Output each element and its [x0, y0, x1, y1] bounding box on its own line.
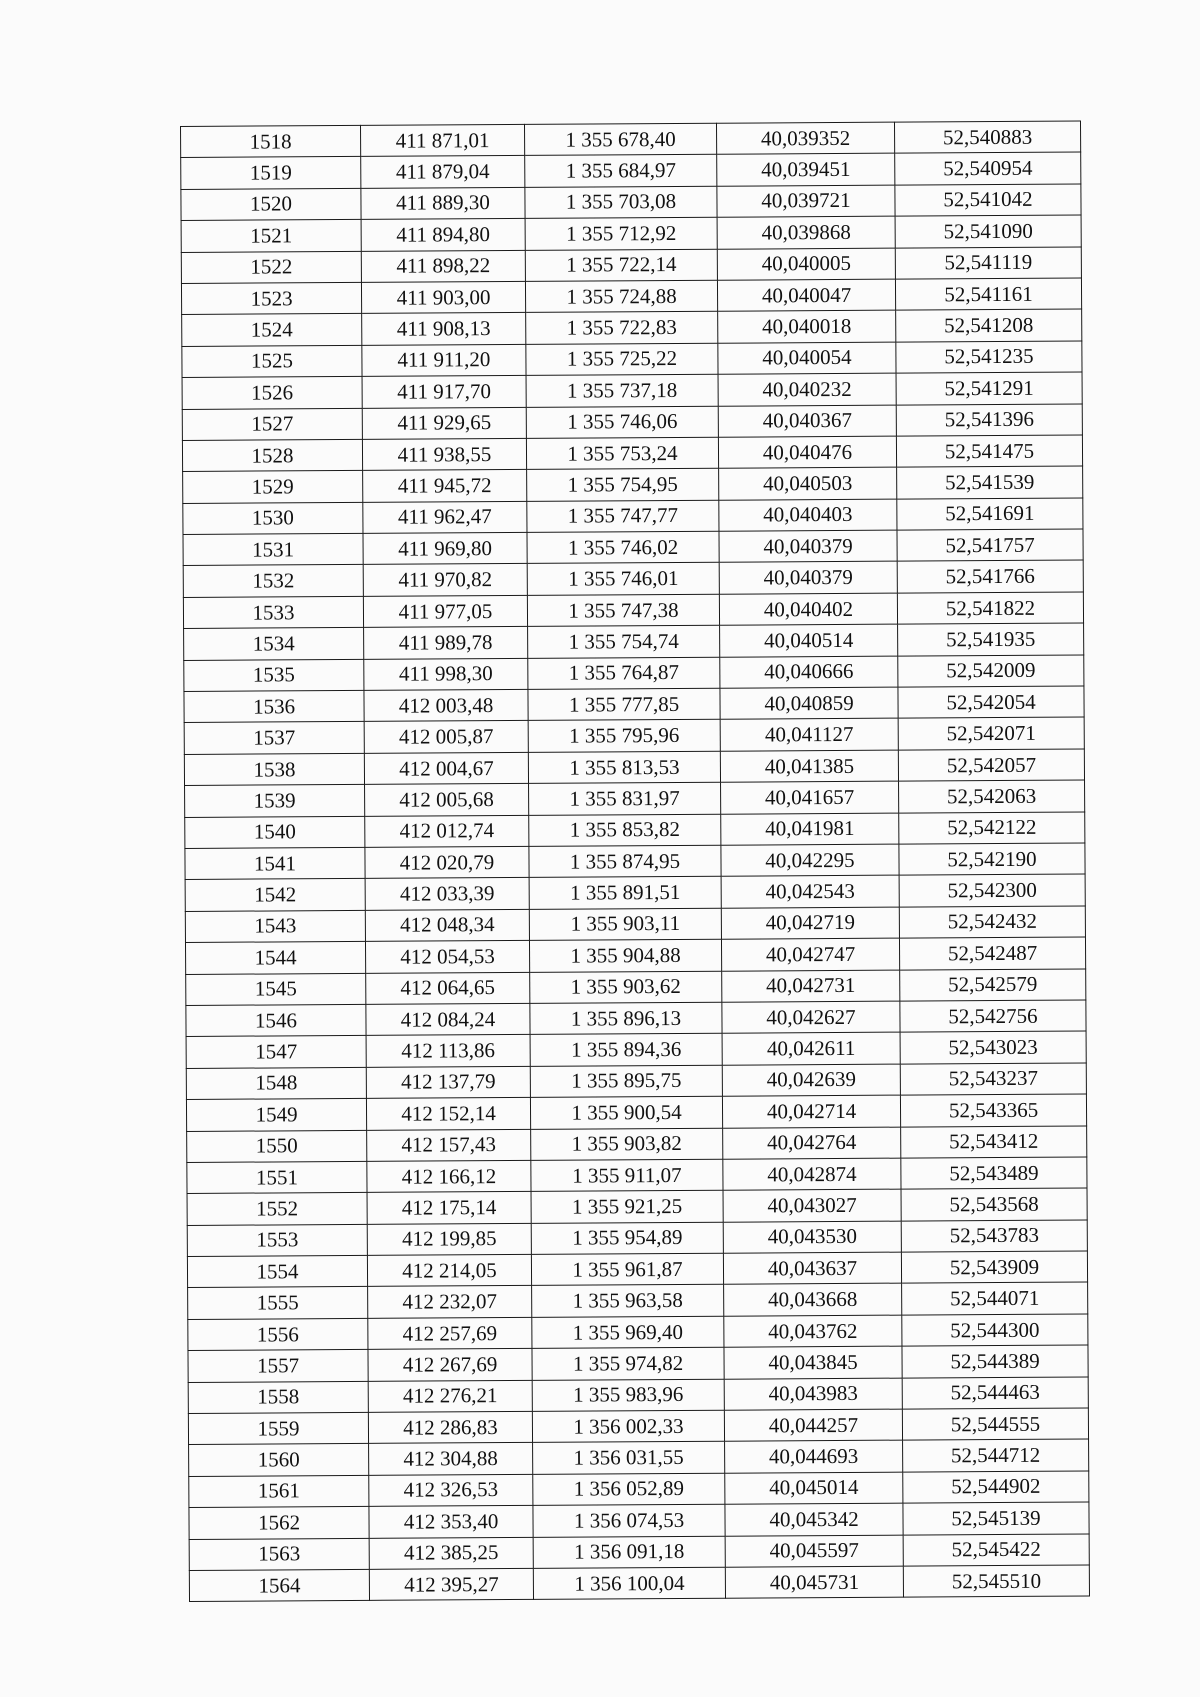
- coordinates-table: [180, 120, 1090, 1602]
- point-number-cell: 1525: [182, 345, 362, 377]
- y-coordinate-cell: 1 355 684,97: [525, 155, 717, 188]
- longitude-cell: 52,543365: [900, 1094, 1086, 1127]
- latitude-cell: 40,045731: [725, 1566, 903, 1598]
- latitude-cell: 40,040367: [718, 405, 896, 437]
- point-number-cell: 1523: [181, 282, 361, 314]
- latitude-cell: 40,041127: [720, 719, 898, 751]
- x-coordinate-cell: 412 257,69: [368, 1317, 532, 1349]
- latitude-cell: 40,042714: [722, 1095, 900, 1127]
- y-coordinate-cell: 1 355 903,62: [530, 971, 722, 1004]
- latitude-cell: 40,043762: [724, 1315, 902, 1347]
- latitude-cell: 40,045597: [725, 1535, 903, 1567]
- x-coordinate-cell: 412 175,14: [367, 1192, 531, 1224]
- point-number-cell: 1545: [186, 973, 366, 1005]
- point-number-cell: 1557: [188, 1350, 368, 1382]
- point-number-cell: 1562: [189, 1507, 369, 1539]
- longitude-cell: 52,542300: [899, 874, 1085, 907]
- x-coordinate-cell: 412 137,79: [366, 1066, 530, 1098]
- longitude-cell: 52,545510: [903, 1565, 1089, 1598]
- latitude-cell: 40,042627: [722, 1001, 900, 1033]
- x-coordinate-cell: 411 998,30: [364, 658, 528, 690]
- point-number-cell: 1563: [189, 1538, 369, 1570]
- point-number-cell: 1518: [181, 125, 361, 157]
- longitude-cell: 52,541396: [896, 404, 1082, 437]
- x-coordinate-cell: 412 064,65: [366, 972, 530, 1004]
- y-coordinate-cell: 1 355 853,82: [529, 814, 721, 847]
- latitude-cell: 40,042731: [722, 970, 900, 1002]
- longitude-cell: 52,541161: [895, 278, 1081, 311]
- x-coordinate-cell: 411 989,78: [364, 627, 528, 659]
- y-coordinate-cell: 1 355 737,18: [526, 374, 718, 407]
- longitude-cell: 52,541822: [897, 592, 1083, 625]
- latitude-cell: 40,040503: [719, 467, 897, 499]
- longitude-cell: 52,542071: [898, 717, 1084, 750]
- longitude-cell: 52,542054: [898, 686, 1084, 719]
- x-coordinate-cell: 411 889,30: [361, 187, 525, 219]
- latitude-cell: 40,040476: [718, 436, 896, 468]
- y-coordinate-cell: 1 355 764,87: [528, 657, 720, 690]
- y-coordinate-cell: 1 355 974,82: [532, 1347, 724, 1380]
- y-coordinate-cell: 1 355 725,22: [526, 343, 718, 376]
- x-coordinate-cell: 412 020,79: [365, 846, 529, 878]
- longitude-cell: 52,541475: [896, 435, 1082, 468]
- table-row: [189, 1565, 1089, 1602]
- point-number-cell: 1561: [189, 1475, 369, 1507]
- x-coordinate-cell: 412 267,69: [368, 1349, 532, 1381]
- x-coordinate-cell: 411 898,22: [361, 250, 525, 282]
- y-coordinate-cell: 1 355 874,95: [529, 845, 721, 878]
- longitude-cell: 52,544712: [903, 1439, 1089, 1472]
- y-coordinate-cell: 1 356 031,55: [533, 1442, 725, 1475]
- x-coordinate-cell: 411 911,20: [362, 344, 526, 376]
- y-coordinate-cell: 1 355 678,40: [524, 123, 716, 156]
- x-coordinate-cell: 412 054,53: [365, 941, 529, 973]
- x-coordinate-cell: 412 385,25: [369, 1537, 533, 1569]
- point-number-cell: 1553: [187, 1224, 367, 1256]
- x-coordinate-cell: 411 945,72: [363, 470, 527, 502]
- x-coordinate-cell: 412 353,40: [369, 1506, 533, 1538]
- longitude-cell: 52,541766: [897, 560, 1083, 593]
- point-number-cell: 1543: [185, 910, 365, 942]
- y-coordinate-cell: 1 355 747,77: [527, 500, 719, 533]
- latitude-cell: 40,042747: [721, 938, 899, 970]
- y-coordinate-cell: 1 355 961,87: [531, 1253, 723, 1286]
- longitude-cell: 52,544071: [902, 1282, 1088, 1315]
- y-coordinate-cell: 1 355 903,82: [531, 1128, 723, 1161]
- point-number-cell: 1535: [184, 659, 364, 691]
- longitude-cell: 52,541691: [897, 498, 1083, 531]
- point-number-cell: 1547: [186, 1036, 366, 1068]
- latitude-cell: 40,043637: [723, 1252, 901, 1284]
- latitude-cell: 40,040666: [720, 656, 898, 688]
- point-number-cell: 1522: [181, 251, 361, 283]
- point-number-cell: 1537: [184, 722, 364, 754]
- coordinates-table-body: [181, 121, 1090, 1602]
- point-number-cell: 1520: [181, 188, 361, 220]
- point-number-cell: 1526: [182, 377, 362, 409]
- y-coordinate-cell: 1 355 712,92: [525, 217, 717, 250]
- latitude-cell: 40,043530: [723, 1221, 901, 1253]
- longitude-cell: 52,543023: [900, 1031, 1086, 1064]
- y-coordinate-cell: 1 356 100,04: [533, 1567, 725, 1600]
- y-coordinate-cell: 1 355 754,74: [528, 625, 720, 658]
- y-coordinate-cell: 1 355 983,96: [532, 1379, 724, 1412]
- latitude-cell: 40,040054: [718, 342, 896, 374]
- x-coordinate-cell: 412 286,83: [368, 1411, 532, 1443]
- x-coordinate-cell: 412 012,74: [365, 815, 529, 847]
- y-coordinate-cell: 1 355 746,06: [526, 406, 718, 439]
- latitude-cell: 40,042719: [721, 907, 899, 939]
- y-coordinate-cell: 1 356 074,53: [533, 1504, 725, 1537]
- x-coordinate-cell: 411 969,80: [363, 532, 527, 564]
- latitude-cell: 40,043983: [724, 1378, 902, 1410]
- longitude-cell: 52,543412: [901, 1125, 1087, 1158]
- x-coordinate-cell: 411 894,80: [361, 219, 525, 251]
- y-coordinate-cell: 1 355 753,24: [526, 437, 718, 470]
- longitude-cell: 52,542063: [899, 780, 1085, 813]
- latitude-cell: 40,040379: [719, 562, 897, 594]
- point-number-cell: 1532: [183, 565, 363, 597]
- longitude-cell: 52,542432: [899, 906, 1085, 939]
- x-coordinate-cell: 412 048,34: [365, 909, 529, 941]
- latitude-cell: 40,045014: [725, 1472, 903, 1504]
- x-coordinate-cell: 411 903,00: [361, 281, 525, 313]
- longitude-cell: 52,540883: [894, 121, 1080, 154]
- point-number-cell: 1548: [186, 1067, 366, 1099]
- y-coordinate-cell: 1 355 795,96: [528, 720, 720, 753]
- x-coordinate-cell: 412 232,07: [368, 1286, 532, 1318]
- x-coordinate-cell: 411 970,82: [363, 564, 527, 596]
- longitude-cell: 52,542487: [899, 937, 1085, 970]
- longitude-cell: 52,541042: [895, 184, 1081, 217]
- latitude-cell: 40,042764: [723, 1127, 901, 1159]
- latitude-cell: 40,042543: [721, 875, 899, 907]
- longitude-cell: 52,545139: [903, 1502, 1089, 1535]
- y-coordinate-cell: 1 355 921,25: [531, 1190, 723, 1223]
- x-coordinate-cell: 411 962,47: [363, 501, 527, 533]
- point-number-cell: 1531: [183, 533, 363, 565]
- point-number-cell: 1546: [186, 1004, 366, 1036]
- y-coordinate-cell: 1 356 052,89: [533, 1473, 725, 1506]
- point-number-cell: 1556: [188, 1318, 368, 1350]
- y-coordinate-cell: 1 356 002,33: [532, 1410, 724, 1443]
- x-coordinate-cell: 412 033,39: [365, 878, 529, 910]
- x-coordinate-cell: 412 214,05: [367, 1254, 531, 1286]
- x-coordinate-cell: 412 276,21: [368, 1380, 532, 1412]
- point-number-cell: 1541: [185, 847, 365, 879]
- point-number-cell: 1554: [187, 1255, 367, 1287]
- longitude-cell: 52,544389: [902, 1345, 1088, 1378]
- longitude-cell: 52,543909: [901, 1251, 1087, 1284]
- x-coordinate-cell: 411 879,04: [361, 156, 525, 188]
- x-coordinate-cell: 411 929,65: [362, 407, 526, 439]
- point-number-cell: 1550: [187, 1130, 367, 1162]
- longitude-cell: 52,543568: [901, 1188, 1087, 1221]
- x-coordinate-cell: 412 199,85: [367, 1223, 531, 1255]
- longitude-cell: 52,542190: [899, 843, 1085, 876]
- latitude-cell: 40,040232: [718, 373, 896, 405]
- point-number-cell: 1533: [183, 596, 363, 628]
- longitude-cell: 52,544555: [902, 1408, 1088, 1441]
- latitude-cell: 40,040379: [719, 530, 897, 562]
- x-coordinate-cell: 411 871,01: [360, 124, 524, 156]
- y-coordinate-cell: 1 355 895,75: [530, 1065, 722, 1098]
- latitude-cell: 40,040402: [719, 593, 897, 625]
- point-number-cell: 1529: [183, 471, 363, 503]
- latitude-cell: 40,040859: [720, 687, 898, 719]
- latitude-cell: 40,039451: [717, 154, 895, 186]
- longitude-cell: 52,540954: [895, 152, 1081, 185]
- y-coordinate-cell: 1 355 954,89: [531, 1222, 723, 1255]
- longitude-cell: 52,541291: [896, 372, 1082, 405]
- longitude-cell: 52,544902: [903, 1471, 1089, 1504]
- latitude-cell: 40,039721: [717, 185, 895, 217]
- point-number-cell: 1544: [185, 942, 365, 974]
- x-coordinate-cell: 411 938,55: [362, 438, 526, 470]
- point-number-cell: 1536: [184, 690, 364, 722]
- x-coordinate-cell: 412 003,48: [364, 689, 528, 721]
- x-coordinate-cell: 412 005,87: [364, 721, 528, 753]
- point-number-cell: 1564: [189, 1569, 369, 1601]
- y-coordinate-cell: 1 355 903,11: [529, 908, 721, 941]
- latitude-cell: 40,040403: [719, 499, 897, 531]
- y-coordinate-cell: 1 355 724,88: [525, 280, 717, 313]
- point-number-cell: 1538: [184, 753, 364, 785]
- point-number-cell: 1555: [188, 1287, 368, 1319]
- longitude-cell: 52,541935: [898, 623, 1084, 656]
- x-coordinate-cell: 412 004,67: [364, 752, 528, 784]
- y-coordinate-cell: 1 355 904,88: [529, 939, 721, 972]
- point-number-cell: 1530: [183, 502, 363, 534]
- longitude-cell: 52,542579: [900, 969, 1086, 1002]
- longitude-cell: 52,541539: [897, 466, 1083, 499]
- longitude-cell: 52,541208: [896, 309, 1082, 342]
- y-coordinate-cell: 1 355 722,14: [525, 249, 717, 282]
- y-coordinate-cell: 1 355 963,58: [532, 1285, 724, 1318]
- x-coordinate-cell: 412 005,68: [365, 784, 529, 816]
- longitude-cell: 52,541757: [897, 529, 1083, 562]
- x-coordinate-cell: 412 166,12: [367, 1160, 531, 1192]
- y-coordinate-cell: 1 355 894,36: [530, 1034, 722, 1067]
- longitude-cell: 52,542122: [899, 812, 1085, 845]
- longitude-cell: 52,542009: [898, 655, 1084, 688]
- latitude-cell: 40,042639: [722, 1064, 900, 1096]
- latitude-cell: 40,043668: [724, 1284, 902, 1316]
- point-number-cell: 1559: [188, 1412, 368, 1444]
- y-coordinate-cell: 1 355 746,01: [527, 563, 719, 596]
- point-number-cell: 1528: [182, 439, 362, 471]
- point-number-cell: 1519: [181, 157, 361, 189]
- x-coordinate-cell: 412 395,27: [369, 1568, 533, 1600]
- y-coordinate-cell: 1 355 831,97: [529, 782, 721, 815]
- y-coordinate-cell: 1 355 777,85: [528, 688, 720, 721]
- x-coordinate-cell: 411 917,70: [362, 376, 526, 408]
- latitude-cell: 40,045342: [725, 1503, 903, 1535]
- latitude-cell: 40,042874: [723, 1158, 901, 1190]
- latitude-cell: 40,042611: [722, 1032, 900, 1064]
- point-number-cell: 1542: [185, 879, 365, 911]
- latitude-cell: 40,040018: [718, 310, 896, 342]
- latitude-cell: 40,044693: [725, 1441, 903, 1473]
- longitude-cell: 52,541090: [895, 215, 1081, 248]
- y-coordinate-cell: 1 355 900,54: [530, 1096, 722, 1129]
- x-coordinate-cell: 411 977,05: [363, 595, 527, 627]
- point-number-cell: 1534: [184, 628, 364, 660]
- point-number-cell: 1549: [186, 1098, 366, 1130]
- point-number-cell: 1558: [188, 1381, 368, 1413]
- x-coordinate-cell: 412 304,88: [369, 1443, 533, 1475]
- latitude-cell: 40,040514: [720, 624, 898, 656]
- x-coordinate-cell: 412 157,43: [367, 1129, 531, 1161]
- latitude-cell: 40,040005: [717, 248, 895, 280]
- y-coordinate-cell: 1 355 969,40: [532, 1316, 724, 1349]
- longitude-cell: 52,545422: [903, 1534, 1089, 1567]
- longitude-cell: 52,542756: [900, 1000, 1086, 1033]
- latitude-cell: 40,043027: [723, 1189, 901, 1221]
- longitude-cell: 52,541235: [896, 341, 1082, 374]
- point-number-cell: 1560: [189, 1444, 369, 1476]
- y-coordinate-cell: 1 355 891,51: [529, 877, 721, 910]
- x-coordinate-cell: 412 326,53: [369, 1474, 533, 1506]
- longitude-cell: 52,544300: [902, 1314, 1088, 1347]
- longitude-cell: 52,543489: [901, 1157, 1087, 1190]
- y-coordinate-cell: 1 355 754,95: [527, 469, 719, 502]
- y-coordinate-cell: 1 355 722,83: [526, 312, 718, 345]
- y-coordinate-cell: 1 355 747,38: [527, 594, 719, 627]
- y-coordinate-cell: 1 355 746,02: [527, 531, 719, 564]
- point-number-cell: 1539: [185, 785, 365, 817]
- y-coordinate-cell: 1 355 896,13: [530, 1002, 722, 1035]
- latitude-cell: 40,039868: [717, 216, 895, 248]
- x-coordinate-cell: 412 084,24: [366, 1003, 530, 1035]
- latitude-cell: 40,041385: [720, 750, 898, 782]
- point-number-cell: 1521: [181, 220, 361, 252]
- longitude-cell: 52,543783: [901, 1220, 1087, 1253]
- longitude-cell: 52,543237: [900, 1063, 1086, 1096]
- latitude-cell: 40,041657: [721, 781, 899, 813]
- y-coordinate-cell: 1 356 091,18: [533, 1536, 725, 1569]
- y-coordinate-cell: 1 355 911,07: [531, 1159, 723, 1192]
- y-coordinate-cell: 1 355 813,53: [528, 751, 720, 784]
- longitude-cell: 52,541119: [895, 247, 1081, 280]
- point-number-cell: 1552: [187, 1193, 367, 1225]
- longitude-cell: 52,544463: [902, 1377, 1088, 1410]
- x-coordinate-cell: 412 113,86: [366, 1035, 530, 1067]
- y-coordinate-cell: 1 355 703,08: [525, 186, 717, 219]
- point-number-cell: 1527: [182, 408, 362, 440]
- latitude-cell: 40,039352: [716, 122, 894, 154]
- x-coordinate-cell: 412 152,14: [366, 1097, 530, 1129]
- point-number-cell: 1540: [185, 816, 365, 848]
- longitude-cell: 52,542057: [898, 749, 1084, 782]
- latitude-cell: 40,040047: [717, 279, 895, 311]
- latitude-cell: 40,041981: [721, 813, 899, 845]
- latitude-cell: 40,044257: [724, 1409, 902, 1441]
- point-number-cell: 1524: [182, 314, 362, 346]
- point-number-cell: 1551: [187, 1161, 367, 1193]
- latitude-cell: 40,043845: [724, 1346, 902, 1378]
- x-coordinate-cell: 411 908,13: [362, 313, 526, 345]
- latitude-cell: 40,042295: [721, 844, 899, 876]
